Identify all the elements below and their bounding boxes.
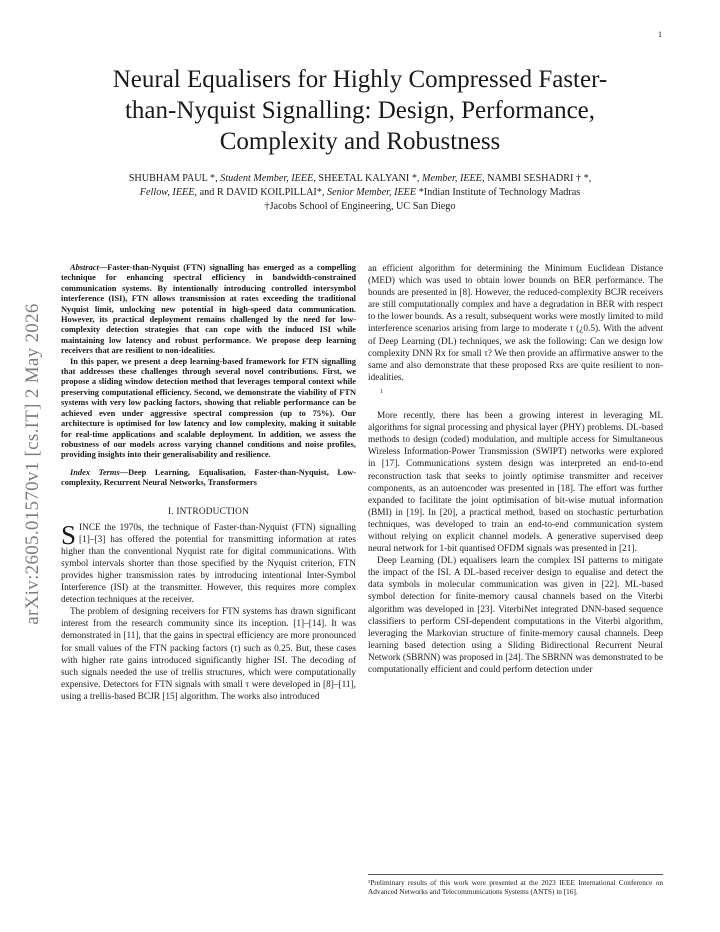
- body-paragraph-1: an efficient algorithm for determining the Minimum Euclidean Distance (MED) which was used to obtain lower bounds on BER performance. The bounds are presented in [8]. However, the reduced-complexity BCJR receivers are still computationally complex and have a degradation in BER with respect to the lower bounds. As a result, subsequent works were mostly limited to mild interference scenarios arising from large to moderate τ (¿0.5). With the advent of Deep Learning (DL) techniques, we ask the following: Can we design low complexity DNN Rx for small τ? We then provide an affirmative answer to the same and also demonstrate that these proposed Rxs are quite resilient to non-idealities.: [368, 264, 663, 383]
- author-line-2: Fellow, IEEE, and R DAVID KOILPILLAI*, Senior Member, IEEE *Indian Institute of Technology Madras: [139, 187, 581, 198]
- abstract-paragraph-2: In this paper, we present a deep learning-based framework for FTN signalling that addresses these challenges through several novel contributions. First, we propose a sliding window detection method that leverages temporal context while preserving computational efficiency. Second, we demonstrate the viability of FTN systems with very low packing factors, showing that reliable performance can be achieved even under aggressive spectral compression (up to 75%). Our architecture is optimised for low latency and low complexity, making it suitable for real-time applications and scalable deployment. In addition, we assess the robustness of our models across varying channel conditions and noise profiles, providing insights into their generalisability and resilience.: [61, 356, 356, 460]
- author-affiliation: †Jacobs School of Engineering, UC San Diego: [264, 201, 456, 212]
- page-number: 1: [658, 30, 662, 39]
- abstract: [61, 263, 356, 461]
- arxiv-stamp: [22, 264, 44, 664]
- body-paragraph-3: Deep Learning (DL) equalisers learn the complex ISI patterns to mitigate the impact of the ISI. A DL-based receiver design to equalise and detect the data symbols in molecular communication was given in [22]. ML-based symbol detection for finite-memory causal channels based on the Viterbi algorithm was developed in [23]. ViterbiNet integrated DNN-based sequence classifiers to perform CSI-dependent computations in the Viterbi algorithm, leveraging the Markovian structure of finite-memory causal channels. Deep learning based detection using a Sliding Bidirectional Recurrent Neural Network (SBRNN) was proposed in [24]. The SBRNN was demonstrated to be computationally efficient and could perform detection under: [368, 556, 663, 675]
- left-column: [61, 263, 356, 703]
- abstract-paragraph-1: Abstract—Faster-than-Nyquist (FTN) signalling has emerged as a compelling technique for enhancing spectral efficiency in bandwidth-constrained communication systems. By intentionally introducing controlled intersymbol interference (ISI), FTN allows transmission at rates exceeding the traditional Nyquist limit, unlocking new potential in high-speed data communication. However, its practical deployment remains challenged by the need for low-complexity detection strategies that can cope with the induced ISI while maintaining low latency and robust performance. We propose deep learning receivers that are resilient to non-idealities.: [61, 263, 356, 356]
- body-paragraph-2: More recently, there has been a growing interest in leveraging ML algorithms for signal processing and physical layer (PHY) problems. DL-based methods to design (coded) modulation, and multiple access for Simultaneous Wireless Information-Power Transmission (SWIPT) networks were explored in [17]. Communications system design was interpreted an end-to-end reconstruction task that seeks to jointly optimise transmitter and receiver components, as an autoencoder was presented in [18]. The effort was further expanded to facilitate the joint optimisation of bit-wise mutual information (BMI) in [19]. In [20], a practical method, based on stochastic perturbation techniques, was developed to train an end-to-end communication system without relying on explicit channel models. A generative supervised deep neural network for 1-bit quantised OFDM signals was presented in [21].: [368, 411, 663, 555]
- paper-title: Neural Equalisers for Highly Compressed Faster-than-Nyquist Signalling: Design, Performance, Complexity and Robustness: [112, 66, 608, 155]
- intro-paragraph-1: SINCE the 1970s, the technique of Faster-than-Nyquist (FTN) signalling [1]–[3] has offered the potential for transmitting information at rates higher than the conventional Nyquist rate for digital communications. With symbol intervals shorter than those specified by the Nyquist criterion, FTN provides higher transmission rates by introducing intentional Inter-Symbol Interference (ISI) at the transmitter. However, this requires more complex detection techniques at the receiver.: [61, 519, 356, 606]
- right-column: [368, 263, 663, 676]
- intro-paragraph-2: The problem of designing receivers for FTN systems has drawn significant interest from the research community since its inception. [1]–[14]. It was demonstrated in [11], that the gains in spectral efficiency are more pronounced for small values of the FTN packing factors (τ) such as 0.25. But, these cases with higher rate gains introduced significantly higher ISI. The decoding of such signals needed the use of trellis structures, which were computationally expensive. Detectors for FTN signals with small τ were developed in [8]–[11], using a trellis-based BCJR [15] algorithm. The works also introduced: [61, 607, 356, 702]
- arxiv-stamp-text: arXiv:2605.01570v1 [cs.IT] 2 May 2026: [22, 303, 43, 625]
- section-heading: I. INTRODUCTION: [168, 506, 249, 517]
- footnote-marker: 1: [380, 388, 383, 395]
- index-terms: Index Terms—Deep Learning, Equalisation, Faster-than-Nyquist, Low-complexity, Recurrent Neural Networks, Transformers: [61, 467, 356, 488]
- footnote: ¹Preliminary results of this work were presented at the 2023 IEEE International Conference on Advanced Networks and Telecommunications Systems (ANTS) in [16].: [368, 874, 663, 896]
- drop-cap: S: [61, 519, 77, 550]
- author-line-1: SHUBHAM PAUL *, Student Member, IEEE, SHEETAL KALYANI *, Member, IEEE, NAMBI SESHADRI † *,: [128, 173, 592, 184]
- author-block: [60, 172, 660, 214]
